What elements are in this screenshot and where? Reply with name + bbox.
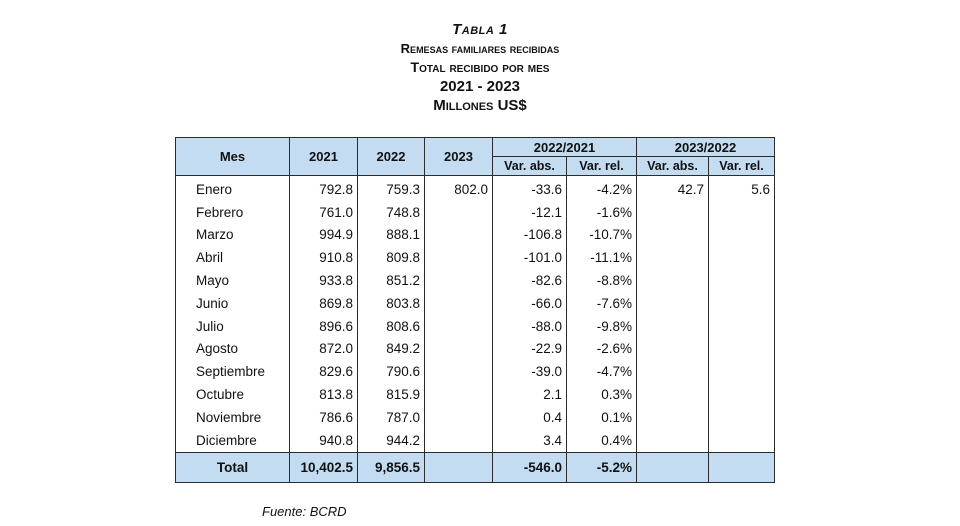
table-subtitle: Total recibido por mes bbox=[410, 59, 550, 75]
var-rel-2022-2021: -11.1% bbox=[567, 246, 637, 269]
var-rel-2023-2022 bbox=[709, 315, 775, 338]
var-rel-2023-2022 bbox=[709, 406, 775, 429]
value-2021: 940.8 bbox=[290, 429, 358, 452]
value-2023 bbox=[425, 292, 493, 315]
value-2022: 849.2 bbox=[358, 338, 425, 361]
month-cell: Agosto bbox=[176, 338, 290, 361]
month-cell: Septiembre bbox=[176, 360, 290, 383]
var-abs-2023-2022 bbox=[637, 292, 709, 315]
header-2021: 2021 bbox=[290, 138, 358, 176]
table-body bbox=[176, 176, 775, 453]
value-2022: 809.8 bbox=[358, 246, 425, 269]
value-2023 bbox=[425, 269, 493, 292]
var-abs-2022-2021: -101.0 bbox=[493, 246, 567, 269]
var-abs-2022-2021: -66.0 bbox=[493, 292, 567, 315]
table-row bbox=[176, 269, 775, 292]
var-abs-2023-2022 bbox=[637, 338, 709, 361]
table-row bbox=[176, 406, 775, 429]
value-2021: 994.9 bbox=[290, 224, 358, 247]
var-abs-2023-2022 bbox=[637, 315, 709, 338]
month-cell: Abril bbox=[176, 246, 290, 269]
header-2023: 2023 bbox=[425, 138, 493, 176]
var-rel-2022-2021: 0.1% bbox=[567, 406, 637, 429]
var-rel-2023-2022 bbox=[709, 224, 775, 247]
var-rel-2022-2021: -4.7% bbox=[567, 360, 637, 383]
total-2023 bbox=[425, 452, 493, 482]
table-titles bbox=[0, 20, 960, 115]
source-note: Fuente: BCRD bbox=[262, 504, 347, 519]
header-var-abs: Var. abs. bbox=[637, 157, 709, 176]
total-label: Total bbox=[176, 452, 290, 482]
total-row bbox=[176, 452, 775, 482]
value-2022: 808.6 bbox=[358, 315, 425, 338]
month-cell: Marzo bbox=[176, 224, 290, 247]
header-var-abs: Var. abs. bbox=[493, 157, 567, 176]
header-var-rel: Var. rel. bbox=[567, 157, 637, 176]
var-rel-2022-2021: -1.6% bbox=[567, 201, 637, 224]
var-abs-2023-2022: 42.7 bbox=[637, 176, 709, 201]
month-cell: Febrero bbox=[176, 201, 290, 224]
value-2021: 869.8 bbox=[290, 292, 358, 315]
table-period: 2021 - 2023 bbox=[439, 78, 521, 95]
value-2021: 933.8 bbox=[290, 269, 358, 292]
var-abs-2023-2022 bbox=[637, 429, 709, 452]
value-2021: 761.0 bbox=[290, 201, 358, 224]
value-2021: 786.6 bbox=[290, 406, 358, 429]
table-row bbox=[176, 246, 775, 269]
value-2022: 888.1 bbox=[358, 224, 425, 247]
month-cell: Mayo bbox=[176, 269, 290, 292]
value-2023 bbox=[425, 201, 493, 224]
total-var-abs-2 bbox=[637, 452, 709, 482]
var-abs-2023-2022 bbox=[637, 224, 709, 247]
var-rel-2023-2022 bbox=[709, 269, 775, 292]
value-2023 bbox=[425, 360, 493, 383]
value-2022: 944.2 bbox=[358, 429, 425, 452]
var-rel-2022-2021: -7.6% bbox=[567, 292, 637, 315]
var-abs-2022-2021: -22.9 bbox=[493, 338, 567, 361]
month-cell: Noviembre bbox=[176, 406, 290, 429]
var-rel-2023-2022: 5.6 bbox=[709, 176, 775, 201]
header-2022: 2022 bbox=[358, 138, 425, 176]
value-2021: 896.6 bbox=[290, 315, 358, 338]
table-row bbox=[176, 224, 775, 247]
value-2022: 803.8 bbox=[358, 292, 425, 315]
var-abs-2023-2022 bbox=[637, 201, 709, 224]
var-rel-2022-2021: -2.6% bbox=[567, 338, 637, 361]
value-2023 bbox=[425, 383, 493, 406]
var-rel-2022-2021: -8.8% bbox=[567, 269, 637, 292]
var-rel-2023-2022 bbox=[709, 338, 775, 361]
var-rel-2022-2021: 0.3% bbox=[567, 383, 637, 406]
var-abs-2022-2021: 0.4 bbox=[493, 406, 567, 429]
total-2021: 10,402.5 bbox=[290, 452, 358, 482]
var-abs-2022-2021: -88.0 bbox=[493, 315, 567, 338]
value-2023 bbox=[425, 224, 493, 247]
month-cell: Octubre bbox=[176, 383, 290, 406]
var-abs-2022-2021: -33.6 bbox=[493, 176, 567, 201]
table-units: Millones US$ bbox=[433, 97, 527, 114]
value-2023 bbox=[425, 338, 493, 361]
var-abs-2023-2022 bbox=[637, 406, 709, 429]
table-row bbox=[176, 338, 775, 361]
value-2021: 872.0 bbox=[290, 338, 358, 361]
var-abs-2023-2022 bbox=[637, 360, 709, 383]
header-group-2023-2022: 2023/2022 bbox=[637, 138, 775, 157]
var-rel-2023-2022 bbox=[709, 246, 775, 269]
value-2023 bbox=[425, 406, 493, 429]
month-cell: Diciembre bbox=[176, 429, 290, 452]
value-2023: 802.0 bbox=[425, 176, 493, 201]
var-abs-2022-2021: -39.0 bbox=[493, 360, 567, 383]
table-row bbox=[176, 429, 775, 452]
table-row bbox=[176, 292, 775, 315]
var-abs-2022-2021: -106.8 bbox=[493, 224, 567, 247]
var-abs-2023-2022 bbox=[637, 246, 709, 269]
var-rel-2023-2022 bbox=[709, 292, 775, 315]
header-var-rel: Var. rel. bbox=[709, 157, 775, 176]
var-rel-2022-2021: -4.2% bbox=[567, 176, 637, 201]
total-var-rel-1: -5.2% bbox=[567, 452, 637, 482]
var-rel-2022-2021: -9.8% bbox=[567, 315, 637, 338]
var-rel-2023-2022 bbox=[709, 360, 775, 383]
total-var-rel-2 bbox=[709, 452, 775, 482]
remittances-table bbox=[175, 137, 775, 483]
table-row bbox=[176, 360, 775, 383]
value-2022: 790.6 bbox=[358, 360, 425, 383]
value-2021: 792.8 bbox=[290, 176, 358, 201]
value-2022: 748.8 bbox=[358, 201, 425, 224]
var-abs-2023-2022 bbox=[637, 269, 709, 292]
header-mes: Mes bbox=[176, 138, 290, 176]
value-2022: 759.3 bbox=[358, 176, 425, 201]
value-2022: 787.0 bbox=[358, 406, 425, 429]
var-abs-2023-2022 bbox=[637, 383, 709, 406]
table-row bbox=[176, 201, 775, 224]
var-rel-2023-2022 bbox=[709, 429, 775, 452]
value-2023 bbox=[425, 315, 493, 338]
var-abs-2022-2021: -82.6 bbox=[493, 269, 567, 292]
value-2021: 813.8 bbox=[290, 383, 358, 406]
var-abs-2022-2021: 3.4 bbox=[493, 429, 567, 452]
value-2021: 910.8 bbox=[290, 246, 358, 269]
month-cell: Junio bbox=[176, 292, 290, 315]
month-cell: Julio bbox=[176, 315, 290, 338]
var-rel-2023-2022 bbox=[709, 201, 775, 224]
var-rel-2022-2021: 0.4% bbox=[567, 429, 637, 452]
month-cell: Enero bbox=[176, 176, 290, 201]
table-number: Tabla 1 bbox=[452, 21, 508, 38]
value-2023 bbox=[425, 246, 493, 269]
var-abs-2022-2021: 2.1 bbox=[493, 383, 567, 406]
total-2022: 9,856.5 bbox=[358, 452, 425, 482]
value-2022: 851.2 bbox=[358, 269, 425, 292]
table-row bbox=[176, 383, 775, 406]
header-group-2022-2021: 2022/2021 bbox=[493, 138, 637, 157]
table-title: Remesas familiares recibidas bbox=[400, 41, 560, 56]
table-row bbox=[176, 315, 775, 338]
value-2022: 815.9 bbox=[358, 383, 425, 406]
value-2023 bbox=[425, 429, 493, 452]
value-2021: 829.6 bbox=[290, 360, 358, 383]
var-rel-2023-2022 bbox=[709, 383, 775, 406]
total-var-abs-1: -546.0 bbox=[493, 452, 567, 482]
table-row bbox=[176, 176, 775, 201]
var-abs-2022-2021: -12.1 bbox=[493, 201, 567, 224]
var-rel-2022-2021: -10.7% bbox=[567, 224, 637, 247]
